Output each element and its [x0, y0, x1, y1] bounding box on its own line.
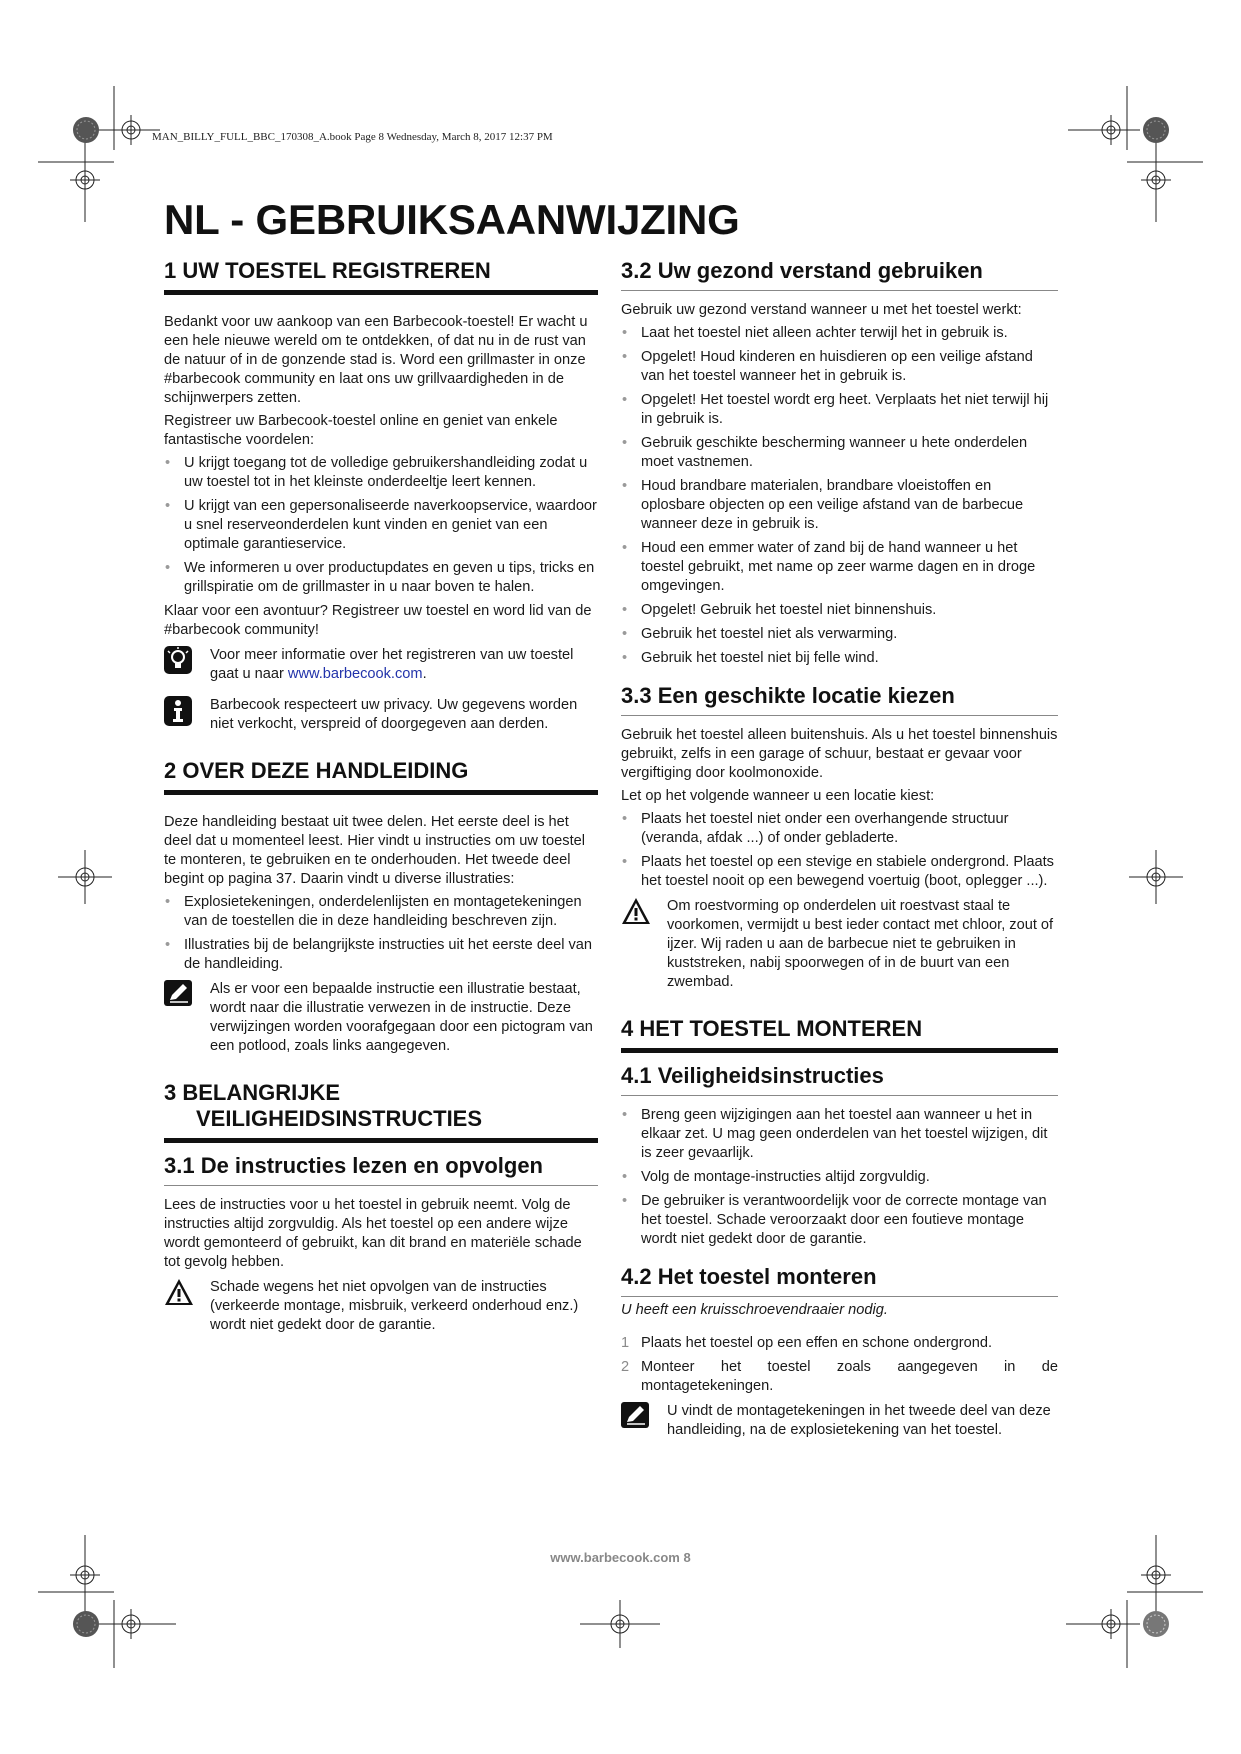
list-item: • Opgelet! Gebruik het toestel niet binnenshuis. [621, 601, 1058, 620]
corrosion-warning-text: Om roestvorming op onderdelen uit roestvast staal te voorkomen, vermijdt u best ieder contact met chloor, zout of ijzer. Wij raden u aan de barbecue niet te gebruiken in kuststreken, nabij spoorwegen of in de buurt van een zwembad. [667, 898, 1054, 990]
section-4-1-list [621, 1106, 1058, 1249]
warning-note [621, 897, 1058, 992]
section-1-register-text: Registreer uw Barbecook-toestel online en geniet van enkele fantastische voordelen: [164, 413, 558, 448]
pencil-icon [164, 980, 210, 1014]
step-text: Plaats het toestel op een effen en schone ondergrond. [641, 1335, 993, 1351]
list-item: • Gebruik geschikte bescherming wanneer u hete onderdelen moet vastnemen. [621, 434, 1058, 472]
section-3-heading [164, 1080, 598, 1143]
list-item: • We informeren u over productupdates en geven u tips, tricks en grillspiratie om de grillmaster in u naar boven te halen. [164, 559, 598, 597]
list-item [621, 1358, 1058, 1396]
right-column [621, 258, 1058, 1446]
section-3-3-intro: Gebruik het toestel alleen buitenshuis. Als u het toestel binnenshuis gebruikt, zelfs in een garage of schuur, bestaat er gevaar voor vergiftiging door koolmonoxide. [621, 727, 1058, 781]
section-1-adventure: Klaar voor een avontuur? Registreer uw toestel en word lid van de #barbecook community! [164, 603, 592, 638]
lightbulb-icon [164, 646, 210, 680]
section-4-heading: 4 HET TOESTEL MONTEREN [621, 1016, 1058, 1053]
assembly-note-text: U vindt de montagetekeningen in het tweede deel van deze handleiding, na de explosietekening van het toestel. [667, 1403, 1051, 1438]
section-3-heading-line1: 3 BELANGRIJKE [164, 1080, 341, 1105]
list-item: • Gebruik het toestel niet bij felle wind. [621, 649, 1058, 668]
tip-end: . [422, 666, 427, 682]
section-4-2-heading: 4.2 Het toestel monteren [621, 1264, 1058, 1297]
book-header: MAN_BILLY_FULL_BBC_170308_A.book Page 8 Wednesday, March 8, 2017 12:37 PM [152, 131, 553, 143]
list-item: • Opgelet! Houd kinderen en huisdieren op een veilige afstand van het toestel wanneer het in gebruik is. [621, 348, 1058, 386]
list-item: • Laat het toestel niet alleen achter terwijl het in gebruik is. [621, 324, 1058, 343]
list-item: • Plaats het toestel op een stevige en stabiele ondergrond. Plaats het toestel nooit op een bewegend voertuig (boot, oplegger ...). [621, 853, 1058, 891]
section-3-1-heading: 3.1 De instructies lezen en opvolgen [164, 1153, 598, 1186]
list-item: • Houd brandbare materialen, brandbare vloeistoffen en oplosbare objecten op een veilige afstand van de barbecue wanneer deze in gebruik is. [621, 477, 1058, 534]
step-number: 2 [621, 1359, 630, 1375]
section-1-benefits [164, 454, 598, 597]
list-item: • Explosietekeningen, onderdelenlijsten en montagetekeningen van de toestellen die in deze handleiding beschreven zijn. [164, 893, 598, 931]
list-item [621, 1334, 1058, 1353]
section-1-intro: Bedankt voor uw aankoop van een Barbecook-toestel! Er wacht u een hele nieuwe wereld om te ontdekken, of dat nu in de rust van de natuur of in de gonzende stad is. Word een grillmaster in onze #barbecook community en laat ons uw grillvaardigheden in de schijnwerpers zetten. [164, 314, 588, 406]
list-item: • Volg de montage-instructies altijd zorgvuldig. [621, 1168, 1058, 1187]
list-item: • Houd een emmer water of zand bij de hand wanneer u het toestel gebruikt, met name op zeer warme dagen en in droge omgevingen. [621, 539, 1058, 596]
list-item: • De gebruiker is verantwoordelijk voor de correcte montage van het toestel. Schade veroorzaakt door een foutieve montage wordt niet gedekt door de garantie. [621, 1192, 1058, 1249]
section-2-list [164, 893, 598, 974]
list-item: • Plaats het toestel niet onder een overhangende structuur (veranda, afdak ...) of onder gebladerte. [621, 810, 1058, 848]
pencil-icon [621, 1402, 667, 1436]
info-icon [164, 696, 210, 730]
list-item: • U krijgt toegang tot de volledige gebruikershandleiding zodat u uw toestel tot in het kleinste onderdeeltje leert kennen. [164, 454, 598, 492]
left-column [164, 258, 598, 1341]
tip-note [164, 646, 598, 684]
page-footer: www.barbecook.com 8 [550, 1550, 691, 1565]
tool-requirement: U heeft een kruisschroevendraaier nodig. [621, 1302, 888, 1318]
info-note [164, 696, 598, 734]
tip-text: Voor meer informatie over het registreren van uw toestel gaat u naar [210, 647, 574, 682]
list-item: • Opgelet! Het toestel wordt erg heet. Verplaats het niet terwijl hij in gebruik is. [621, 391, 1058, 429]
section-3-2-list [621, 324, 1058, 668]
barbecook-link[interactable]: www.barbecook.com [287, 666, 423, 682]
privacy-text: Barbecook respecteert uw privacy. Uw gegevens worden niet verkocht, verspreid of doorgegeven aan derden. [210, 697, 578, 732]
section-3-heading-line2: VEILIGHEIDSINSTRUCTIES [196, 1106, 483, 1131]
warning-icon [164, 1278, 210, 1312]
page-title: NL - GEBRUIKSAANWIJZING [164, 196, 740, 243]
pencil-note-text: Als er voor een bepaalde instructie een illustratie bestaat, wordt naar die illustratie verwezen in de instructie. Deze verwijzingen worden voorafgegaan door een pictogram van een potlood, zoals links aangegeven. [210, 981, 593, 1054]
section-2-intro: Deze handleiding bestaat uit twee delen. Het eerste deel is het deel dat u momenteel leest. Hier vindt u instructies om uw toestel te monteren, te gebruiken en te onderhouden. Het tweede deel begint op pagina 37. Daarin vindt u diverse illustraties: [164, 814, 585, 887]
section-3-3-heading: 3.3 Een geschikte locatie kiezen [621, 683, 1058, 716]
assembly-steps [621, 1334, 1058, 1396]
pencil-note [164, 980, 598, 1056]
section-3-2-heading: 3.2 Uw gezond verstand gebruiken [621, 258, 1058, 291]
warning-text: Schade wegens het niet opvolgen van de instructies (verkeerde montage, misbruik, verkeerd onderhoud enz.) wordt niet gedekt door de garantie. [210, 1279, 579, 1333]
section-4-1-heading: 4.1 Veiligheidsinstructies [621, 1063, 1058, 1096]
section-3-2-intro: Gebruik uw gezond verstand wanneer u met het toestel werkt: [621, 302, 1022, 318]
list-item: • U krijgt van een gepersonaliseerde naverkoopservice, waardoor u snel reserveonderdelen kunt vinden en geniet van een optimale garantieservice. [164, 497, 598, 554]
step-number: 1 [621, 1335, 630, 1351]
warning-note [164, 1278, 598, 1335]
pencil-note [621, 1402, 1058, 1440]
step-text: Monteer het toestel zoals aangegeven in de montagetekeningen. [641, 1359, 1058, 1394]
list-item: • Illustraties bij de belangrijkste instructies uit het eerste deel van de handleiding. [164, 936, 598, 974]
warning-icon [621, 897, 667, 931]
section-1-heading: 1 UW TOESTEL REGISTREREN [164, 258, 598, 295]
section-2-heading: 2 OVER DEZE HANDLEIDING [164, 758, 598, 795]
section-3-3-text: Let op het volgende wanneer u een locatie kiest: [621, 788, 935, 804]
section-3-1-text: Lees de instructies voor u het toestel in gebruik neemt. Volg de instructies altijd zorgvuldig. Als het toestel op een andere wijze wordt gemonteerd of gebruikt, kan dit brand en materiële schade tot gevolg hebben. [164, 1197, 582, 1270]
list-item: • Breng geen wijzigingen aan het toestel aan wanneer u het in elkaar zet. U mag geen onderdelen van het toestel wijzigen, dit is zeer gevaarlijk. [621, 1106, 1058, 1163]
list-item: • Gebruik het toestel niet als verwarming. [621, 625, 1058, 644]
section-3-3-list [621, 810, 1058, 891]
